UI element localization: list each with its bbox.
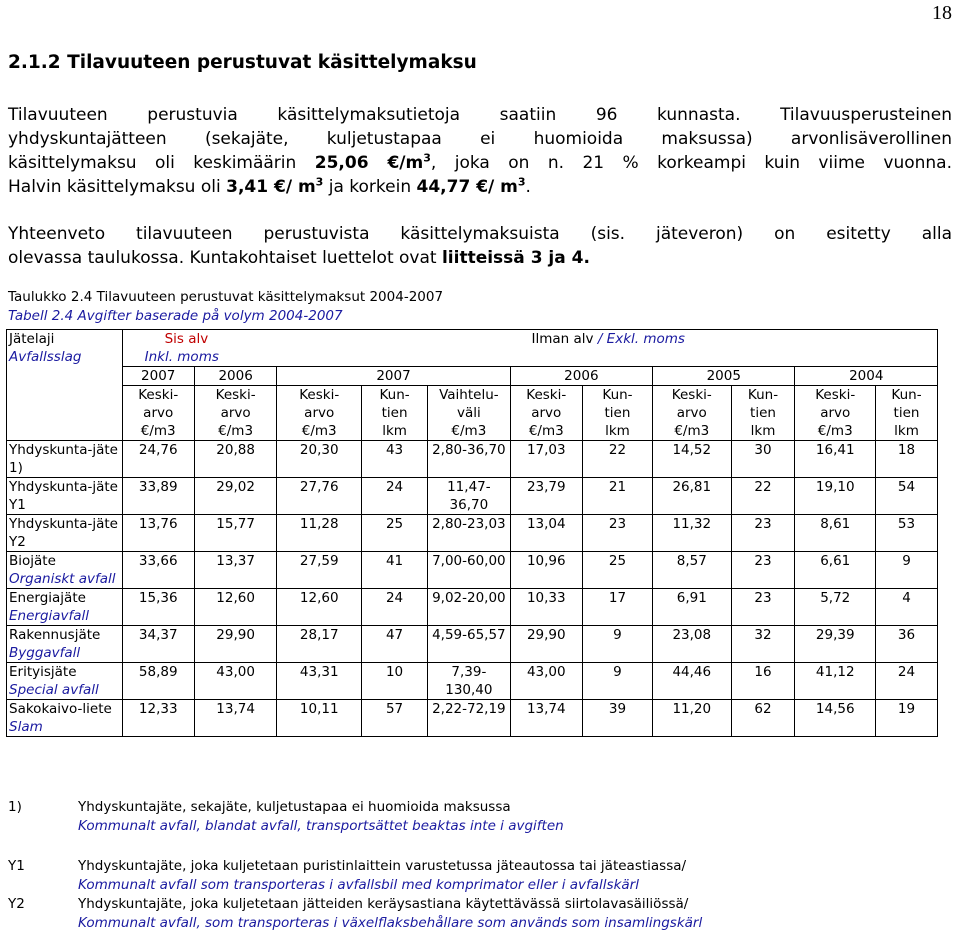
table-cell: 16	[731, 663, 795, 700]
sub-header: Kun- tien lkm	[731, 386, 795, 441]
table-cell: 34,37	[122, 626, 194, 663]
table-cell: 9	[582, 626, 652, 663]
table-cell: 29,90	[510, 626, 582, 663]
table-cell: 47	[362, 626, 428, 663]
table-cell: 33,89	[122, 478, 194, 515]
row-label: Erityisjäte Special avfall	[7, 663, 123, 700]
table-cell: 20,88	[194, 441, 277, 478]
table-cell: 10,96	[510, 552, 582, 589]
table-cell: 26,81	[653, 478, 731, 515]
max-value: 44,77 €/ m	[416, 177, 518, 197]
table-cell: 29,39	[795, 626, 876, 663]
para2-line1: Yhteenveto tilavuuteen perustuvista käsittelymaksuista (sis. jäteveron) on esitetty alla	[8, 224, 952, 244]
table-cell: 41,12	[795, 663, 876, 700]
year-cell: 2005	[653, 367, 795, 386]
table-cell: 4	[875, 589, 937, 626]
sub-header: Keski- arvo €/m3	[122, 386, 194, 441]
table-cell: 24	[362, 589, 428, 626]
table-cell: 6,91	[653, 589, 731, 626]
footnote-1: 1) Yhdyskuntajäte, sekajäte, kuljetustapaa ei huomioida maksussa Kommunalt avfall, blandat avfall, transportsättet beaktas inte i avgiften	[8, 799, 564, 834]
year-cell: 2004	[795, 367, 938, 386]
table-cell: 23	[731, 552, 795, 589]
table-cell: 5,72	[795, 589, 876, 626]
table-row	[7, 626, 938, 663]
table-cell: 7,39-130,40	[428, 663, 511, 700]
table-cell: 44,46	[653, 663, 731, 700]
table-cell: 14,56	[795, 700, 876, 737]
table-cell: 27,76	[277, 478, 362, 515]
row-label: Yhdyskunta-jäte 1)	[7, 441, 123, 478]
table-cell: 10,33	[510, 589, 582, 626]
table-cell: 32	[731, 626, 795, 663]
table-row	[7, 663, 938, 700]
table-cell: 11,47-36,70	[428, 478, 511, 515]
para1-line3: käsittelymaksu oli keskimäärin 25,06 $€/m^3$, joka on n. 21 % korkeampi kuin viime vuonna.	[8, 151, 953, 173]
table-cell: 9	[582, 663, 652, 700]
row-label: Yhdyskunta-jäte Y2	[7, 515, 123, 552]
table-cell: 57	[362, 700, 428, 737]
sub-header: Kun- tien lkm	[362, 386, 428, 441]
table-cell: 8,61	[795, 515, 876, 552]
table-cell: 13,37	[194, 552, 277, 589]
table-cell: 22	[731, 478, 795, 515]
table-cell: 10,11	[277, 700, 362, 737]
table-cell: 10	[362, 663, 428, 700]
sub-header: Kun- tien lkm	[875, 386, 937, 441]
page-number: 18	[932, 2, 952, 24]
table-row	[7, 552, 938, 589]
table-cell: 23,08	[653, 626, 731, 663]
footnote-y2: Y2 Yhdyskuntajäte, joka kuljetetaan jätteiden keräysastiana käytettävässä siirtolavasäiliössä/ Kommunalt avfall, som transporteras i växelflaksbehållare som används som insamlingskärl	[8, 896, 703, 931]
table-row	[7, 441, 938, 478]
table-cell: 21	[582, 478, 652, 515]
table-row	[7, 700, 938, 737]
para1-line1: Tilavuuteen perustuvia käsittelymaksutietoja saatiin 96 kunnasta. Tilavuusperusteinen	[8, 105, 952, 125]
exkl-moms-label: / Exkl. moms	[597, 331, 685, 347]
table-cell: 23,79	[510, 478, 582, 515]
table-cell: 11,28	[277, 515, 362, 552]
year-cell: 2006	[194, 367, 277, 386]
col-label-sv: Avfallsslag	[9, 349, 82, 365]
table-cell: 2,22-72,19	[428, 700, 511, 737]
row-label: Sakokaivo-liete Slam	[7, 700, 123, 737]
fees-table	[6, 329, 938, 737]
table-cell: 29,02	[194, 478, 277, 515]
sis-alv-label: Sis alv	[164, 331, 209, 347]
row-label: Rakennusjäte Byggavfall	[7, 626, 123, 663]
table-cell: 24	[875, 663, 937, 700]
table-cell: 14,52	[653, 441, 731, 478]
table-cell: 27,59	[277, 552, 362, 589]
table-cell: 18	[875, 441, 937, 478]
table-cell: 33,66	[122, 552, 194, 589]
table-cell: 41	[362, 552, 428, 589]
table-cell: 9	[875, 552, 937, 589]
appendix-ref: liitteissä 3 ja 4.	[441, 248, 590, 268]
col-label-fi: Jätelaji	[9, 331, 55, 347]
table-cell: 30	[731, 441, 795, 478]
table-cell: 12,60	[277, 589, 362, 626]
summary-paragraph	[8, 222, 952, 270]
table-cell: 28,17	[277, 626, 362, 663]
para1-line2: yhdyskuntajätteen (sekajäte, kuljetustapaa ei huomioida maksussa) arvonlisäverollinen	[8, 129, 952, 149]
table-cell: 62	[731, 700, 795, 737]
table-cell: 6,61	[795, 552, 876, 589]
table-cell: 25	[582, 552, 652, 589]
table-cell: 13,04	[510, 515, 582, 552]
year-cell: 2006	[510, 367, 652, 386]
para1-line4: Halvin käsittelymaksu oli 3,41 €/ $m^3$ ja korkein 44,77 €/ $m^3$.	[8, 175, 531, 197]
table-cell: 36	[875, 626, 937, 663]
table-row	[7, 515, 938, 552]
table-cell: 2,80-36,70	[428, 441, 511, 478]
min-value: 3,41 €/ m	[226, 177, 316, 197]
table-cell: 43,00	[194, 663, 277, 700]
table-cell: 23	[582, 515, 652, 552]
year-cell: 2007	[122, 367, 194, 386]
table-cell: 8,57	[653, 552, 731, 589]
table-cell: 19	[875, 700, 937, 737]
section-heading: 2.1.2 Tilavuuteen perustuvat käsittelymaksu	[8, 52, 477, 73]
table-cell: 23	[731, 515, 795, 552]
table-cell: 16,41	[795, 441, 876, 478]
table-cell: 7,00-60,00	[428, 552, 511, 589]
sub-header: Keski- arvo €/m3	[510, 386, 582, 441]
table-row	[7, 589, 938, 626]
avg-value: 25,06 €/m	[314, 153, 424, 173]
table-cell: 58,89	[122, 663, 194, 700]
table-cell: 17,03	[510, 441, 582, 478]
table-cell: 39	[582, 700, 652, 737]
table-cell: 24,76	[122, 441, 194, 478]
table-cell: 15,36	[122, 589, 194, 626]
sub-header: Keski- arvo €/m3	[277, 386, 362, 441]
table-cell: 43,00	[510, 663, 582, 700]
table-cell: 17	[582, 589, 652, 626]
table-subheader-row	[7, 386, 938, 441]
table-cell: 20,30	[277, 441, 362, 478]
table-cell: 4,59-65,57	[428, 626, 511, 663]
table-cell: 11,32	[653, 515, 731, 552]
table-cell: 22	[582, 441, 652, 478]
footnote-y1: Y1 Yhdyskuntajäte, joka kuljetetaan puristinlaittein varustetussa jäteautossa tai jäteastiassa/ Kommunalt avfall som transporteras i avfallsbil med komprimator eller i avfallskärl	[8, 858, 687, 893]
table-cell: 13,74	[194, 700, 277, 737]
sub-header: Keski- arvo €/m3	[194, 386, 277, 441]
table-cell: 25	[362, 515, 428, 552]
table-cell: 13,74	[510, 700, 582, 737]
inkl-moms-label: Inkl. moms	[144, 349, 219, 365]
table-cell: 13,76	[122, 515, 194, 552]
table-cell: 9,02-20,00	[428, 589, 511, 626]
ilman-alv-label: Ilman alv	[531, 331, 594, 347]
table-cell: 43	[362, 441, 428, 478]
year-cell: 2007	[277, 367, 510, 386]
table-cell: 24	[362, 478, 428, 515]
table-cell: 54	[875, 478, 937, 515]
para2-line2: olevassa taulukossa. Kuntakohtaiset luettelot ovat liitteissä 3 ja 4.	[8, 248, 590, 268]
table-cell: 53	[875, 515, 937, 552]
table-header-row-1	[7, 330, 938, 367]
table-caption-sv: Tabell 2.4 Avgifter baserade på volym 2004-2007	[8, 308, 343, 324]
table-cell: 2,80-23,03	[428, 515, 511, 552]
row-label: Yhdyskunta-jäte Y1	[7, 478, 123, 515]
table-cell: 29,90	[194, 626, 277, 663]
intro-paragraph	[8, 103, 952, 199]
table-cell: 12,60	[194, 589, 277, 626]
sub-header: Vaihtelu- väli €/m3	[428, 386, 511, 441]
table-cell: 43,31	[277, 663, 362, 700]
sub-header: Kun- tien lkm	[582, 386, 652, 441]
table-caption-fi: Taulukko 2.4 Tilavuuteen perustuvat käsittelymaksut 2004-2007	[8, 289, 444, 305]
table-cell: 15,77	[194, 515, 277, 552]
sub-header: Keski- arvo €/m3	[653, 386, 731, 441]
table-cell: 19,10	[795, 478, 876, 515]
table-row	[7, 478, 938, 515]
row-label: Energiajäte Energiavfall	[7, 589, 123, 626]
table-cell: 12,33	[122, 700, 194, 737]
table-cell: 11,20	[653, 700, 731, 737]
table-cell: 23	[731, 589, 795, 626]
sub-header: Keski- arvo €/m3	[795, 386, 876, 441]
table-year-row	[7, 367, 938, 386]
row-label: Biojäte Organiskt avfall	[7, 552, 123, 589]
